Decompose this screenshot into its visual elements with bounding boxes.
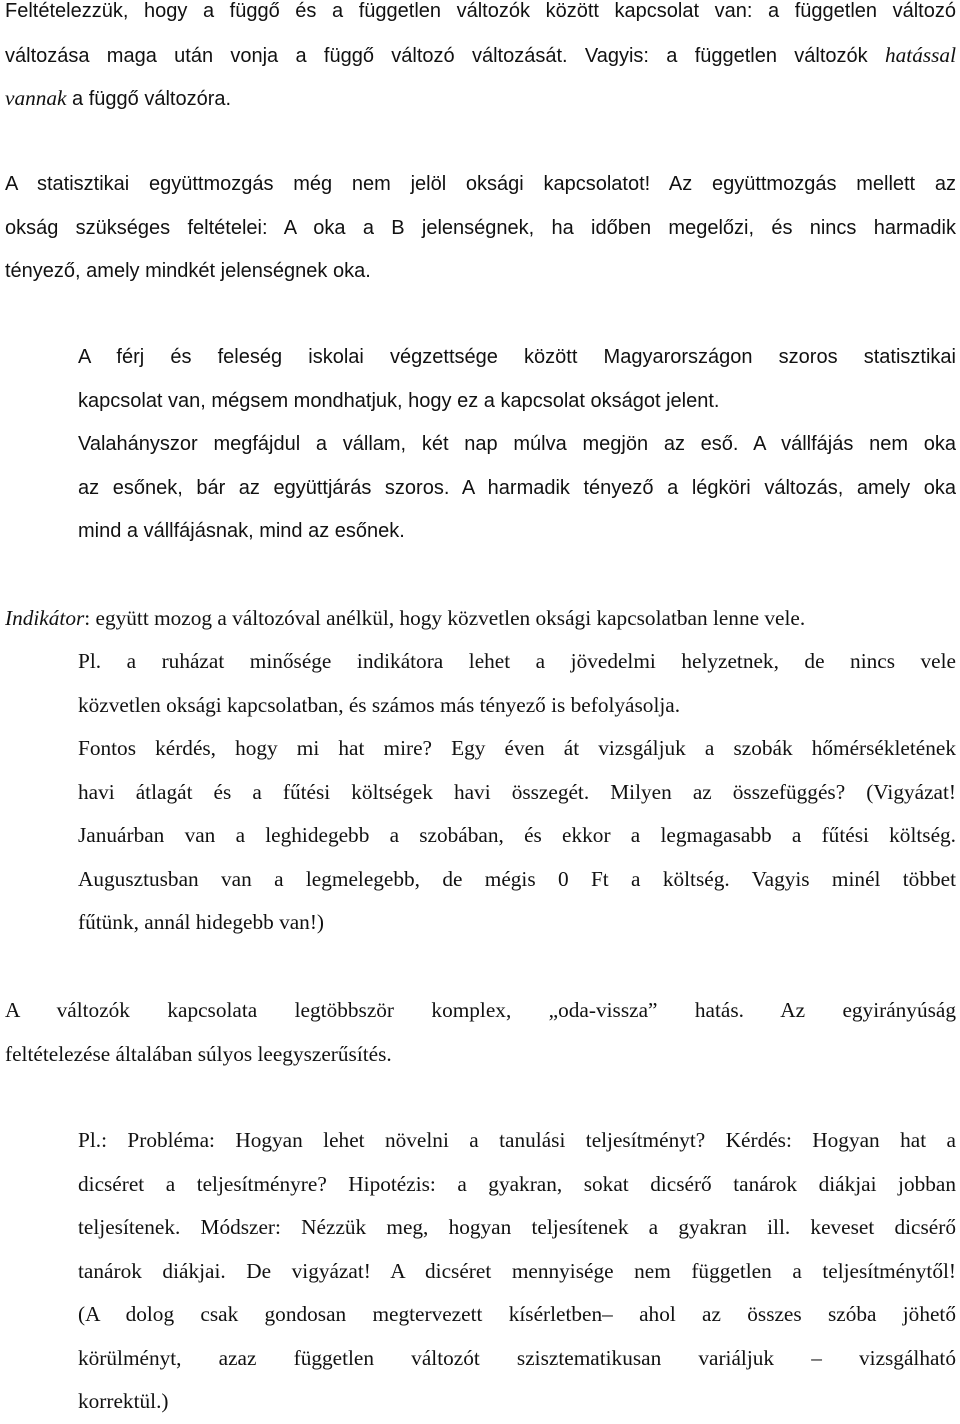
text-line: Pl.: Probléma: Hogyan lehet növelni a tanulási teljesítményt? Kérdés: Hogyan hat a [78,1128,956,1152]
paragraph-causality [5,163,956,294]
text-line: havi átlagát és a fűtési költségek havi összegét. Milyen az összefüggés? (Vigyázat! [78,779,956,804]
text-line: kapcsolat van, mégsem mondhatjuk, hogy ez a kapcsolat okságot jelent. [78,389,720,412]
text-line: tanárok diákjai. De vigyázat! A dicséret mennyisége nem független a teljesítménytől! [78,1258,956,1283]
term-indikator: Indikátor [5,606,85,630]
paragraph-indicator [5,597,956,641]
text-line: Valahányszor megfájdul a vállam, két nap múlva megjön az eső. A vállfájás nem oka [78,433,956,455]
text-line [5,77,956,121]
text-line: A változók kapcsolata legtöbbször komplex, „oda-vissza” hatás. Az egyirányúság [5,998,956,1022]
text-line: Pl. a ruházat minősége indikátora lehet a jövedelmi helyzetnek, de nincs vele [78,649,956,673]
text-line: körülményt, azaz független változót szisztematikusan variáljuk – vizsgálható [78,1345,956,1370]
text-line [78,1293,956,1337]
text-line: mind a vállfájásnak, mind az esőnek. [78,520,405,542]
text-line: Augusztusban van a legmelegebb, de mégis 0 Ft a költség. Vagyis minél többet [78,866,956,891]
paragraph-complexity [5,989,956,1076]
text-line: közvetlen oksági kapcsolatban, és számos más tényező is befolyásolja. [78,692,681,717]
paragraph-praise-example [78,1119,956,1424]
text-line: korrektül.) [78,1389,169,1413]
paragraph-hypothesis [5,0,956,121]
text-line [5,34,956,78]
emphasis-vannak: vannak [5,86,67,110]
text-line: fűtünk, annál hidegebb van!) [78,910,325,934]
text-line: A statisztikai együttmozgás még nem jelöl oksági kapcsolatot! Az együttmozgás mellett az [5,173,956,195]
text-line: dicséret a teljesítményre? Hipotézis: a gyakran, sokat dicsérő tanárok diákjai jobban [78,1171,956,1196]
text-line [5,597,956,641]
text-line: Feltételezzük, hogy a függő és a független változók között kapcsolat van: a független változó [5,0,956,22]
text-run: a függő változóra. [66,88,232,110]
text-line: teljesítenek. Módszer: Nézzük meg, hogyan teljesítenek a gyakran ill. keveset dicsérő [78,1215,956,1239]
text-line: feltételezése általában súlyos leegyszerűsítés. [5,1041,392,1066]
text-line: Fontos kérdés, hogy mi hat mire? Egy éven át vizsgáljuk a szobák hőmérsékletének [78,736,956,760]
text-line: tényező, amely mindkét jelenségnek oka. [5,260,371,282]
text-run: – ahol az összes szóba jöhető [602,1302,956,1326]
text-line: Januárban van a leghidegebb a szobában, és ekkor a legmagasabb a fűtési költség. [78,823,956,847]
text-run: (A dolog csak gondosan megtervezett kísérletben [78,1302,603,1326]
text-line: okság szükséges feltételei: A oka a B jelenségnek, ha időben megelőzi, és nincs harmadik [5,216,956,239]
text-line: az esőnek, bár az együttjárás szoros. A harmadik tényező a légköri változás, amely oka [78,476,956,499]
paragraph-indicator-examples [78,640,956,945]
emphasis-hatassal: hatással [884,42,956,67]
text-run: változása maga után vonja a függő változó változását. Vagyis: a független változók [5,44,885,67]
paragraph-examples [78,336,956,554]
text-line: A férj és feleség iskolai végzettsége között Magyarországon szoros statisztikai [78,346,956,368]
text-run: : együtt mozog a változóval anélkül, hogy közvetlen oksági kapcsolatban lenne vele. [84,606,806,630]
